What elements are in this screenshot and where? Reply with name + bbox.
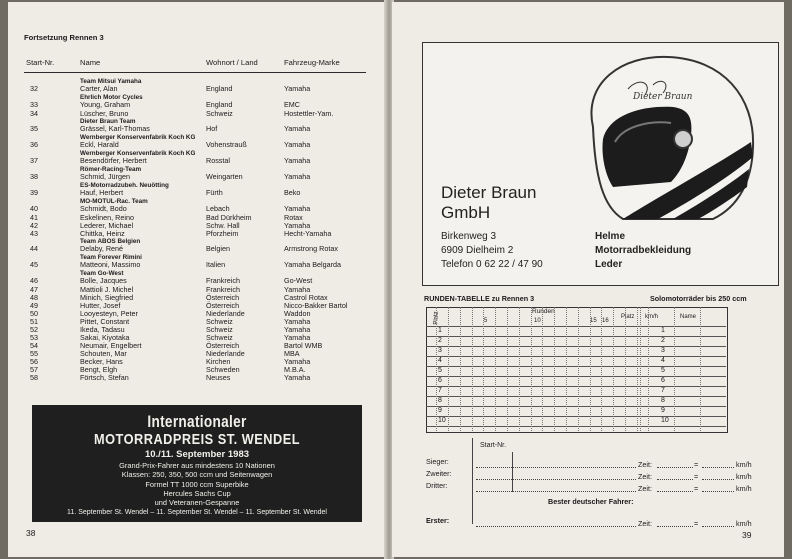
grid-column-line bbox=[640, 307, 641, 431]
helmet-illustration bbox=[563, 47, 763, 225]
entry-make: Yamaha bbox=[284, 204, 311, 213]
entry-name: Hutter, Josef bbox=[80, 301, 121, 310]
zeit-blank bbox=[657, 491, 693, 492]
grid-row-number: 10 bbox=[438, 417, 446, 424]
entry-make: MBA bbox=[284, 349, 300, 358]
entry-start-no: 43 bbox=[30, 229, 38, 238]
speed-blank bbox=[702, 479, 734, 480]
entry-name: Bolle, Jacques bbox=[80, 276, 127, 285]
grid-column-line bbox=[460, 307, 461, 431]
zweiter-label: Zweiter: bbox=[426, 469, 452, 478]
entry-home: Frankreich bbox=[206, 276, 240, 285]
entry-make: Hostettler-Yam. bbox=[284, 109, 334, 118]
entry-make: Bartol WMB bbox=[284, 341, 323, 350]
zeit-blank bbox=[657, 526, 693, 527]
entry-start-no: 47 bbox=[30, 285, 38, 294]
entry-make: Yamaha Belgarda bbox=[284, 260, 342, 269]
lap-mark: 15 bbox=[590, 318, 597, 324]
col-start-nr: Start-Nr. bbox=[26, 58, 55, 67]
header-rule bbox=[24, 72, 366, 73]
entry-start-no: 48 bbox=[30, 293, 38, 302]
grid-row-number: 6 bbox=[438, 377, 442, 384]
platz-row-number: 7 bbox=[661, 387, 665, 394]
grid-column-line bbox=[637, 307, 638, 431]
entry-make: Waddon bbox=[284, 309, 311, 318]
equals-sign: = bbox=[694, 484, 699, 493]
startnr-blank bbox=[476, 491, 636, 492]
entry-name: Carter, Alan bbox=[80, 84, 118, 93]
grid-column-line bbox=[613, 307, 614, 431]
helmet-signature: Dieter Braun bbox=[633, 92, 693, 102]
entry-start-no: 42 bbox=[30, 221, 38, 230]
grid-row-number: 7 bbox=[438, 387, 442, 394]
entry-start-no: 41 bbox=[30, 213, 38, 222]
entry-home: Österreich bbox=[206, 293, 240, 302]
lap-mark: 16 bbox=[602, 318, 609, 324]
kmh-unit: km/h bbox=[736, 519, 752, 528]
speed-blank bbox=[702, 491, 734, 492]
advert-text: und Veteranen-Gespanne bbox=[154, 498, 240, 507]
grid-row-number: 3 bbox=[438, 347, 442, 354]
zeit-label: Zeit: bbox=[638, 472, 652, 481]
entry-home: Neuses bbox=[206, 373, 231, 382]
platz-row-number: 5 bbox=[661, 367, 665, 374]
entry-home: Frankreich bbox=[206, 285, 240, 294]
platz-row-number: 8 bbox=[661, 397, 665, 404]
col-name: Name bbox=[80, 58, 101, 67]
entry-home: Rosstal bbox=[206, 156, 230, 165]
page-number: 39 bbox=[742, 530, 752, 540]
entry-home: Schw. Hall bbox=[206, 221, 240, 230]
startnr-blank bbox=[476, 526, 636, 527]
startnr-blank bbox=[476, 479, 636, 480]
entry-name: Ikeda, Tadasu bbox=[80, 325, 125, 334]
equals-sign: = bbox=[694, 519, 699, 528]
zeit-blank bbox=[657, 479, 693, 480]
entry-home: Pforzheim bbox=[206, 229, 239, 238]
platz-row-number: 4 bbox=[661, 357, 665, 364]
entry-name: Mattioli J. Michel bbox=[80, 285, 134, 294]
entry-start-no: 52 bbox=[30, 325, 38, 334]
entry-name: Neumair, Engelbert bbox=[80, 341, 142, 350]
entry-name: Hauf, Herbert bbox=[80, 188, 124, 197]
entry-start-no: 33 bbox=[30, 100, 38, 109]
lap-mark: 5 bbox=[484, 318, 488, 324]
entry-make: Rotax bbox=[284, 213, 303, 222]
team-name: ES-Motorradzubeh. Neuötting bbox=[80, 182, 169, 189]
entry-name: Looyesteyn, Peter bbox=[80, 309, 138, 318]
entry-home: Österreich bbox=[206, 301, 240, 310]
entry-name: Förtsch, Stefan bbox=[80, 373, 129, 382]
entry-home: Bad Dürkheim bbox=[206, 213, 252, 222]
address-phone: Telefon 0 62 22 / 47 90 bbox=[441, 259, 543, 270]
equals-sign: = bbox=[694, 472, 699, 481]
zeit-blank bbox=[657, 467, 693, 468]
entry-make: Armstrong Rotax bbox=[284, 244, 338, 253]
speed-blank bbox=[702, 526, 734, 527]
entry-home: Schweden bbox=[206, 365, 240, 374]
entry-start-no: 44 bbox=[30, 244, 38, 253]
grid-column-line bbox=[554, 307, 555, 431]
product-helmets: Helme bbox=[595, 231, 626, 242]
company-name: Dieter Braun bbox=[441, 183, 537, 202]
entry-home: Schweiz bbox=[206, 317, 233, 326]
entry-make: Yamaha bbox=[284, 317, 311, 326]
entry-make: Yamaha bbox=[284, 285, 311, 294]
entry-home: Niederlande bbox=[206, 349, 245, 358]
entry-name: Pittet, Constant bbox=[80, 317, 130, 326]
entry-make: Yamaha bbox=[284, 84, 311, 93]
platz-row-number: 2 bbox=[661, 337, 665, 344]
grid-column-line bbox=[648, 307, 649, 431]
advert-text: Klassen: 250, 350, 500 ccm und Seitenwagen bbox=[121, 470, 273, 479]
entry-home: Fürth bbox=[206, 188, 223, 197]
platz-label: Platz bbox=[621, 314, 635, 320]
entry-make: M.B.A. bbox=[284, 365, 306, 374]
grid-column-line bbox=[700, 307, 701, 431]
equals-sign: = bbox=[694, 460, 699, 469]
entry-make: Yamaha bbox=[284, 124, 311, 133]
advert-footer: 11. September St. Wendel – 11. September St. Wendel – 11. September St. Wendel bbox=[67, 509, 327, 516]
entry-make: Go-West bbox=[284, 276, 313, 285]
grid-column-line bbox=[472, 307, 473, 431]
entry-start-no: 51 bbox=[30, 317, 38, 326]
entry-home: Weingarten bbox=[206, 172, 243, 181]
team-name: Wernberger Konservenfabrik Koch KG bbox=[80, 134, 196, 141]
zeit-label: Zeit: bbox=[638, 484, 652, 493]
entry-make: Yamaha bbox=[284, 140, 311, 149]
entry-start-no: 46 bbox=[30, 276, 38, 285]
product-clothing: Motorradbekleidung bbox=[595, 245, 692, 256]
entry-start-no: 54 bbox=[30, 341, 38, 350]
sieger-label: Sieger: bbox=[426, 457, 449, 466]
entry-name: Lederer, Michael bbox=[80, 221, 134, 230]
team-name: Team Forever Rimini bbox=[80, 254, 142, 261]
bester-label: Bester deutscher Fahrer: bbox=[548, 497, 634, 506]
grid-row-number: 2 bbox=[438, 337, 442, 344]
team-name: MO-MOTUL-Rac. Team bbox=[80, 198, 148, 205]
entry-name: Eckl, Harald bbox=[80, 140, 119, 149]
entry-make: Yamaha bbox=[284, 156, 311, 165]
entry-start-no: 58 bbox=[30, 373, 38, 382]
entry-home: Kirchen bbox=[206, 357, 231, 366]
platz-row-number: 1 bbox=[661, 327, 665, 334]
entry-name: Eskelinen, Reino bbox=[80, 213, 134, 222]
entry-home: Lebach bbox=[206, 204, 230, 213]
address-city: 6909 Dielheim 2 bbox=[441, 245, 514, 256]
grid-row-number: 1 bbox=[438, 327, 442, 334]
entry-home: England bbox=[206, 100, 233, 109]
startnr-blank bbox=[476, 467, 636, 468]
grid-column-line bbox=[601, 307, 602, 431]
advert-date: 10./11. September 1983 bbox=[144, 449, 250, 460]
platz-row-number: 10 bbox=[661, 417, 669, 424]
grid-column-line bbox=[566, 307, 567, 431]
grid-row-number: 9 bbox=[438, 407, 442, 414]
entry-start-no: 35 bbox=[30, 124, 38, 133]
grid-column-line bbox=[674, 307, 675, 431]
entry-name: Grässel, Karl-Thomas bbox=[80, 124, 150, 133]
entry-home: Schweiz bbox=[206, 333, 233, 342]
entry-start-no: 57 bbox=[30, 365, 38, 374]
kmh-unit: km/h bbox=[736, 484, 752, 493]
erster-label: Erster: bbox=[426, 516, 450, 525]
entry-make: Beko bbox=[284, 188, 301, 197]
entry-start-no: 50 bbox=[30, 309, 38, 318]
entry-make: Yamaha bbox=[284, 333, 311, 342]
runden-label: Runden bbox=[532, 308, 555, 315]
zeit-label: Zeit: bbox=[638, 460, 652, 469]
startnr-divider bbox=[472, 438, 473, 524]
table-class: Solomotorräder bis 250 ccm bbox=[650, 294, 747, 303]
entry-name: Minich, Siegfried bbox=[80, 293, 134, 302]
entry-start-no: 34 bbox=[30, 109, 38, 118]
grid-row-number: 8 bbox=[438, 397, 442, 404]
grid-row-number: 5 bbox=[438, 367, 442, 374]
page-heading: Fortsetzung Rennen 3 bbox=[24, 33, 104, 42]
entry-home: Niederlande bbox=[206, 309, 245, 318]
team-name: Ehrlich Motor Cycles bbox=[80, 94, 143, 101]
startnr-label: Start-Nr. bbox=[480, 442, 507, 449]
address-street: Birkenweg 3 bbox=[441, 231, 497, 242]
grid-column-line bbox=[436, 307, 437, 431]
entry-name: Besendörfer, Herbert bbox=[80, 156, 147, 165]
product-leather: Leder bbox=[595, 259, 623, 270]
entry-start-no: 37 bbox=[30, 156, 38, 165]
advert-line1: Internationaler bbox=[147, 412, 247, 431]
entry-make: Castrol Rotax bbox=[284, 293, 328, 302]
entry-make: Yamaha bbox=[284, 172, 311, 181]
team-name: Team ABOS Belgien bbox=[80, 238, 141, 245]
grid-column-line bbox=[483, 307, 484, 431]
team-name: Wernberger Konservenfabrik Koch KG bbox=[80, 150, 196, 157]
entry-name: Lüscher, Bruno bbox=[80, 109, 129, 118]
entry-name: Sakai, Kiyotaka bbox=[80, 333, 130, 342]
entry-start-no: 55 bbox=[30, 349, 38, 358]
entry-name: Bengt, Elgh bbox=[80, 365, 118, 374]
entry-make: EMC bbox=[284, 100, 300, 109]
entry-home: Schweiz bbox=[206, 109, 233, 118]
entry-name: Matteoni, Massimo bbox=[80, 260, 141, 269]
advert-text: Formel TT 1000 ccm Superbike bbox=[145, 480, 249, 489]
dritter-label: Dritter: bbox=[426, 481, 448, 490]
braun-advert bbox=[422, 42, 779, 286]
entry-home: Österreich bbox=[206, 341, 240, 350]
team-name: Team Mitsui Yamaha bbox=[80, 78, 142, 85]
page-number: 38 bbox=[26, 528, 36, 538]
grid-column-line bbox=[519, 307, 520, 431]
col-home: Wohnort / Land bbox=[206, 58, 258, 67]
advert-text: Hercules Sachs Cup bbox=[163, 489, 231, 498]
table-title: RUNDEN-TABELLE zu Rennen 3 bbox=[424, 294, 535, 303]
st-wendel-advert bbox=[32, 405, 362, 522]
entry-make: Nicco-Bakker Bartol bbox=[284, 301, 348, 310]
advert-text: Grand-Prix-Fahrer aus mindestens 10 Nationen bbox=[119, 461, 275, 470]
grid-column-line bbox=[448, 307, 449, 431]
entry-make: Yamaha bbox=[284, 325, 311, 334]
entry-start-no: 38 bbox=[30, 172, 38, 181]
entry-name: Schmid, Jürgen bbox=[80, 172, 130, 181]
entry-start-no: 49 bbox=[30, 301, 38, 310]
entry-start-no: 45 bbox=[30, 260, 38, 269]
kmh-label: km/h bbox=[645, 314, 659, 320]
entry-name: Chittka, Heinz bbox=[80, 229, 125, 238]
entry-start-no: 53 bbox=[30, 333, 38, 342]
name-label: Name bbox=[680, 314, 697, 320]
platz-vertical-label: Platz bbox=[433, 311, 440, 325]
entry-start-no: 39 bbox=[30, 188, 38, 197]
entry-start-no: 40 bbox=[30, 204, 38, 213]
grid-column-line bbox=[578, 307, 579, 431]
grid-column-line bbox=[625, 307, 626, 431]
right-page bbox=[392, 2, 784, 557]
entry-make: Yamaha bbox=[284, 357, 311, 366]
kmh-unit: km/h bbox=[736, 460, 752, 469]
zeit-label: Zeit: bbox=[638, 519, 652, 528]
entry-name: Young, Graham bbox=[80, 100, 131, 109]
kmh-unit: km/h bbox=[736, 472, 752, 481]
grid-column-line bbox=[531, 307, 532, 431]
entry-home: Vohenstrauß bbox=[206, 140, 247, 149]
entry-name: Becker, Hans bbox=[80, 357, 123, 366]
startnr-divider bbox=[512, 452, 513, 492]
entry-name: Delaby, René bbox=[80, 244, 124, 253]
platz-row-number: 6 bbox=[661, 377, 665, 384]
entry-name: Schmidt, Bodo bbox=[80, 204, 127, 213]
advert-line2: MOTORRADPREIS ST. WENDEL bbox=[93, 431, 301, 448]
grid-row-number: 4 bbox=[438, 357, 442, 364]
grid-column-line bbox=[542, 307, 543, 431]
grid-column-line bbox=[590, 307, 591, 431]
team-name: Team Go-West bbox=[80, 270, 124, 277]
team-name: Dieter Braun Team bbox=[80, 118, 136, 125]
lap-mark: 10 bbox=[534, 318, 541, 324]
entry-make: Yamaha bbox=[284, 373, 311, 382]
entry-start-no: 32 bbox=[30, 84, 38, 93]
entry-home: Belgien bbox=[206, 244, 230, 253]
entry-make: Yamaha bbox=[284, 221, 311, 230]
grid-column-line bbox=[507, 307, 508, 431]
speed-blank bbox=[702, 467, 734, 468]
team-name: Römer-Racing-Team bbox=[80, 166, 142, 173]
entry-start-no: 56 bbox=[30, 357, 38, 366]
entry-name: Schouten, Mar bbox=[80, 349, 127, 358]
entry-home: Italien bbox=[206, 260, 226, 269]
platz-row-number: 3 bbox=[661, 347, 665, 354]
col-make: Fahrzeug-Marke bbox=[284, 58, 340, 67]
entry-make: Hecht-Yamaha bbox=[284, 229, 332, 238]
entry-home: Hof bbox=[206, 124, 218, 133]
entry-home: England bbox=[206, 84, 233, 93]
platz-row-number: 9 bbox=[661, 407, 665, 414]
entry-start-no: 36 bbox=[30, 140, 38, 149]
entry-home: Schweiz bbox=[206, 325, 233, 334]
left-page bbox=[8, 2, 386, 557]
grid-column-line bbox=[495, 307, 496, 431]
company-suffix: GmbH bbox=[441, 203, 491, 222]
